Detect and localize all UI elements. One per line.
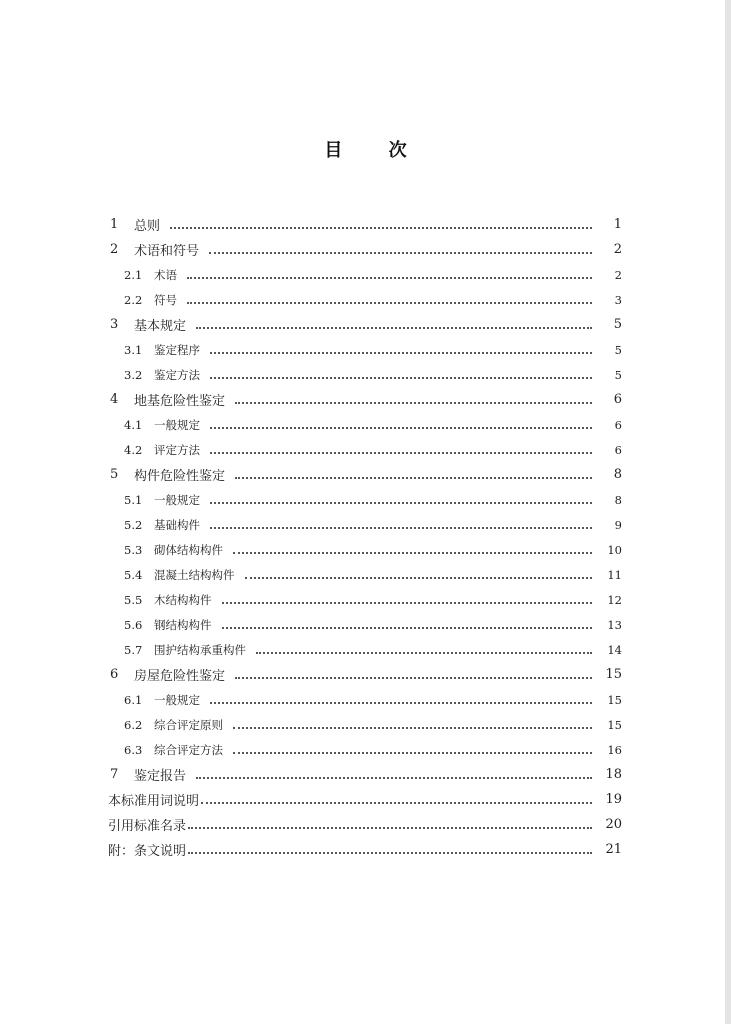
toc-entry-label: 砌体结构构件 bbox=[154, 542, 223, 557]
toc-entry-number: 3.2 bbox=[124, 367, 143, 382]
toc-entry-label: 本标准用词说明 bbox=[108, 794, 200, 809]
toc-entry[interactable] bbox=[124, 537, 622, 562]
toc-entry-label: 木结构构件 bbox=[154, 592, 212, 607]
toc-entry-number: 4.2 bbox=[124, 442, 143, 457]
toc-entry[interactable] bbox=[108, 812, 622, 837]
toc-entry-number: 4.1 bbox=[124, 417, 143, 432]
toc-entry-label: 鉴定程序 bbox=[154, 342, 200, 357]
dot-leader bbox=[235, 676, 592, 679]
toc-entry-label: 构件危险性鉴定 bbox=[134, 469, 226, 484]
toc-entry[interactable] bbox=[110, 212, 622, 237]
toc-entry-number: 6 bbox=[110, 667, 119, 682]
toc-entry[interactable] bbox=[108, 787, 622, 812]
toc-entry-label: 符号 bbox=[154, 292, 177, 307]
toc-entry-label: 综合评定方法 bbox=[154, 742, 223, 757]
toc-entry[interactable] bbox=[110, 312, 622, 337]
toc-entry-page-number: 9 bbox=[614, 517, 622, 532]
toc-entry[interactable] bbox=[110, 662, 622, 687]
toc-entry[interactable] bbox=[124, 412, 622, 437]
dot-leader bbox=[210, 451, 592, 454]
dot-leader bbox=[210, 701, 592, 704]
toc-entry[interactable] bbox=[124, 612, 622, 637]
dot-leader bbox=[233, 751, 592, 754]
toc-entry-label: 综合评定原则 bbox=[154, 717, 223, 732]
toc-entry[interactable] bbox=[124, 362, 622, 387]
dot-leader bbox=[210, 426, 592, 429]
toc-entry-number: 6.2 bbox=[124, 717, 143, 732]
toc-entry-page-number: 18 bbox=[605, 767, 622, 782]
toc-entry-number: 2.1 bbox=[124, 267, 143, 282]
toc-entry-label: 附：条文说明 bbox=[108, 844, 187, 859]
dot-leader bbox=[187, 301, 592, 304]
toc-entry-label: 一般规定 bbox=[154, 492, 200, 507]
toc-entry[interactable] bbox=[110, 237, 622, 262]
toc-entry[interactable] bbox=[124, 562, 622, 587]
toc-entry-label: 基础构件 bbox=[154, 517, 200, 532]
toc-entry-label: 鉴定报告 bbox=[134, 769, 187, 784]
toc-entry-page-number: 21 bbox=[605, 842, 622, 857]
toc-entry-page-number: 10 bbox=[607, 542, 622, 557]
dot-leader bbox=[222, 626, 593, 629]
toc-entry-number: 6.1 bbox=[124, 692, 143, 707]
toc-entry-number: 5.6 bbox=[124, 617, 143, 632]
toc-entry[interactable] bbox=[124, 437, 622, 462]
toc-entry-number: 5.5 bbox=[124, 592, 143, 607]
dot-leader bbox=[188, 851, 592, 854]
toc-entry-label: 围护结构承重构件 bbox=[154, 642, 246, 657]
toc-entry-label: 混凝土结构构件 bbox=[154, 567, 235, 582]
toc-entry-page-number: 15 bbox=[607, 692, 622, 707]
toc-entry[interactable] bbox=[108, 837, 622, 862]
toc-entry-label: 总则 bbox=[134, 219, 161, 234]
toc-entry-page-number: 20 bbox=[605, 817, 622, 832]
toc-entry[interactable] bbox=[124, 637, 622, 662]
toc-entry[interactable] bbox=[124, 337, 622, 362]
dot-leader bbox=[245, 576, 593, 579]
dot-leader bbox=[233, 551, 592, 554]
toc-entry[interactable] bbox=[110, 762, 622, 787]
dot-leader bbox=[233, 726, 592, 729]
toc-entry-page-number: 6 bbox=[614, 417, 622, 432]
page-title: 目 次 bbox=[324, 140, 427, 161]
toc-entry-page-number: 11 bbox=[607, 567, 622, 582]
dot-leader bbox=[188, 826, 592, 829]
toc-entry-number: 5.1 bbox=[124, 492, 143, 507]
toc-entry-label: 地基危险性鉴定 bbox=[134, 394, 226, 409]
dot-leader bbox=[222, 601, 593, 604]
toc-entry-page-number: 13 bbox=[607, 617, 622, 632]
toc-entry[interactable] bbox=[124, 587, 622, 612]
toc-entry-number: 2 bbox=[110, 242, 119, 257]
toc-entry-label: 基本规定 bbox=[134, 319, 187, 334]
toc-entry-page-number: 1 bbox=[613, 217, 622, 232]
toc-entry-page-number: 8 bbox=[613, 467, 622, 482]
toc-entry-label: 一般规定 bbox=[154, 417, 200, 432]
dot-leader bbox=[187, 276, 592, 279]
toc-entry-page-number: 15 bbox=[607, 717, 622, 732]
toc-entry-number: 3 bbox=[110, 317, 119, 332]
toc-entry[interactable] bbox=[124, 737, 622, 762]
toc-entry-page-number: 14 bbox=[607, 642, 622, 657]
dot-leader bbox=[210, 501, 592, 504]
toc-entry-number: 6.3 bbox=[124, 742, 143, 757]
toc-entry-page-number: 19 bbox=[605, 792, 622, 807]
toc-entry-number: 5.2 bbox=[124, 517, 143, 532]
toc-entry-label: 评定方法 bbox=[154, 442, 200, 457]
toc-entry[interactable] bbox=[124, 262, 622, 287]
toc-entry-label: 术语 bbox=[154, 267, 177, 282]
dot-leader bbox=[170, 226, 592, 229]
toc-entry-number: 5.7 bbox=[124, 642, 143, 657]
toc-entry-number: 4 bbox=[110, 392, 119, 407]
dot-leader bbox=[235, 401, 592, 404]
toc-entry-label: 房屋危险性鉴定 bbox=[134, 669, 226, 684]
toc-entry[interactable] bbox=[124, 512, 622, 537]
dot-leader bbox=[256, 651, 592, 654]
toc-entry-number: 5.3 bbox=[124, 542, 143, 557]
toc-entry-page-number: 12 bbox=[607, 592, 622, 607]
toc-entry[interactable] bbox=[110, 387, 622, 412]
toc-entry-page-number: 2 bbox=[614, 267, 622, 282]
toc-entry-page-number: 3 bbox=[614, 292, 622, 307]
dot-leader bbox=[210, 376, 592, 379]
toc-entry-number: 7 bbox=[110, 767, 119, 782]
toc-entry-page-number: 5 bbox=[613, 317, 622, 332]
toc-entry[interactable] bbox=[124, 687, 622, 712]
toc-entry-page-number: 15 bbox=[605, 667, 622, 682]
toc-entry-page-number: 6 bbox=[613, 392, 622, 407]
dot-leader bbox=[210, 526, 592, 529]
toc-entry-label: 鉴定方法 bbox=[154, 367, 200, 382]
toc-entry-page-number: 16 bbox=[607, 742, 622, 757]
toc-entry-number: 2.2 bbox=[124, 292, 143, 307]
toc-entry-label: 一般规定 bbox=[154, 692, 200, 707]
toc-entry[interactable] bbox=[124, 487, 622, 512]
toc-entry-number: 3.1 bbox=[124, 342, 143, 357]
toc-entry[interactable] bbox=[110, 462, 622, 487]
toc-entry-number: 5.4 bbox=[124, 567, 143, 582]
dot-leader bbox=[201, 801, 592, 804]
toc-entry-number: 5 bbox=[110, 467, 119, 482]
toc-entry-label: 引用标准名录 bbox=[108, 819, 187, 834]
dot-leader bbox=[235, 476, 592, 479]
toc-entry[interactable] bbox=[124, 712, 622, 737]
dot-leader bbox=[196, 326, 592, 329]
dot-leader bbox=[196, 776, 592, 779]
toc-entry-page-number: 2 bbox=[613, 242, 622, 257]
toc-entry-number: 1 bbox=[110, 217, 119, 232]
toc-entry-label: 术语和符号 bbox=[134, 244, 200, 259]
dot-leader bbox=[210, 351, 592, 354]
toc-entry[interactable] bbox=[124, 287, 622, 312]
toc-entry-page-number: 5 bbox=[614, 367, 622, 382]
dot-leader bbox=[209, 251, 592, 254]
toc-entry-label: 钢结构构件 bbox=[154, 617, 212, 632]
toc-entry-page-number: 6 bbox=[614, 442, 622, 457]
toc-entry-page-number: 8 bbox=[614, 492, 622, 507]
toc-entry-page-number: 5 bbox=[614, 342, 622, 357]
